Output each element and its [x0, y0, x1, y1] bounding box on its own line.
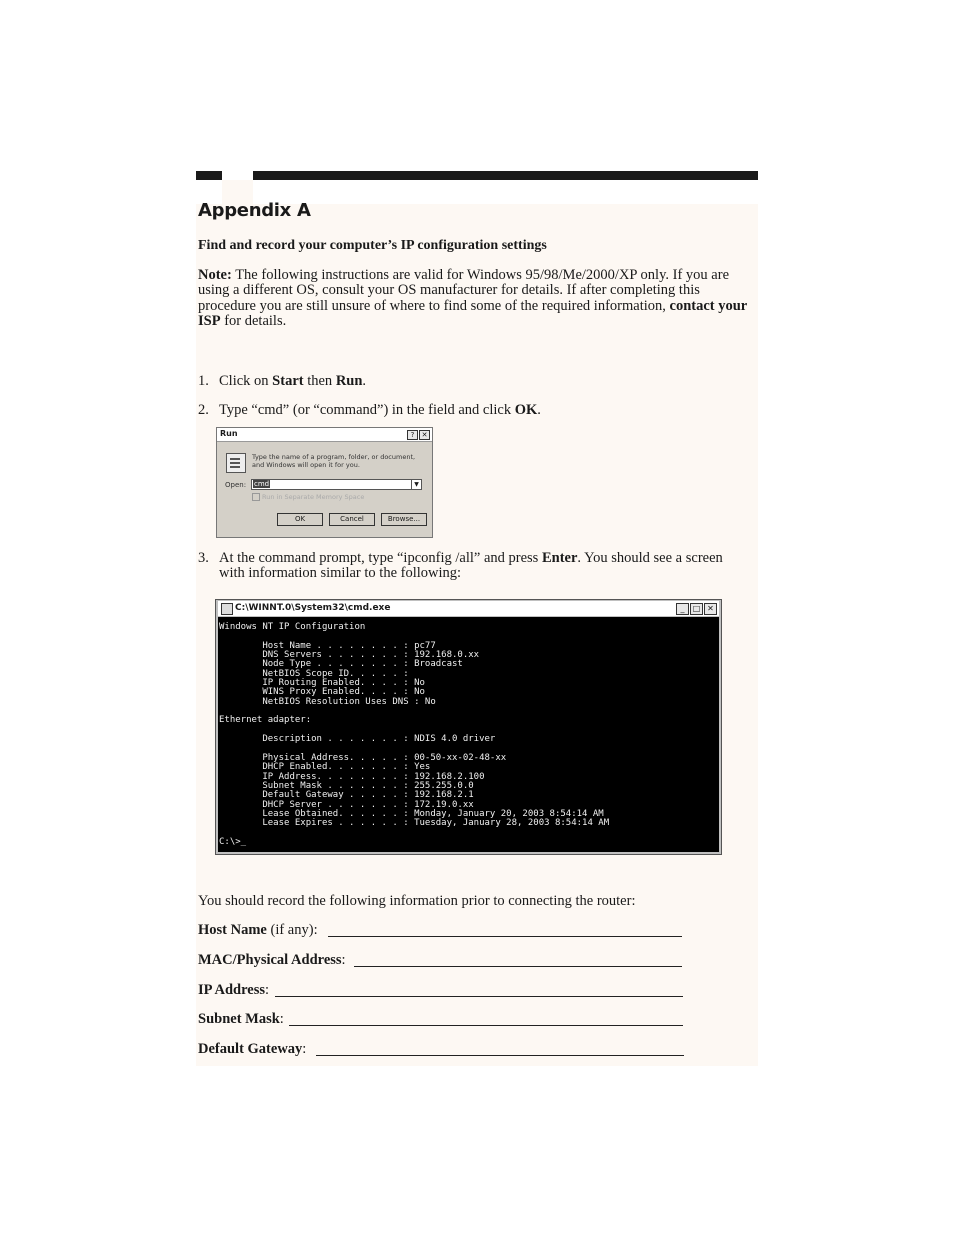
run-icon: [226, 453, 246, 473]
step-text: Type “cmd” (or “command”) in the field and click OK.: [219, 402, 541, 418]
step-number: 3.: [198, 550, 209, 566]
ipconfig-output: Windows NT IP Configuration Host Name . . . . . . . . : pc77 DNS Servers . . . . . . . : 192.168.0.xx Node Type . . . . . . . . : Broadcast NetBIOS Scope ID. . . . . : IP Routing Enabled. . . . : No WINS Proxy Enabled. . . . : No NetBIOS Resolution Uses DNS : No Ethernet adapter: Description . . . . . . . : NDIS 4.0 driver Physical Address. . . . . : 00-50-xx-02-48-xx DHCP Enabled. . . . . . . : Yes IP Address. . . . . . . . : 192.168.2.100 Subnet Mask . . . . . . . : 255.255.0.0 Default Gateway . . . . . : 192.168.2.1 DHCP Server . . . . . . . : 172.19.0.xx Lease Obtained. . . . . . : Monday, January 20, 2003 8:54:14 AM Lease Expires . . . . . . : Tuesday, January 28, 2003 8:54:14 AM C:\>_: [219, 622, 610, 847]
header-rule-left: [196, 171, 222, 180]
record-intro: You should record the following information prior to connecting the router:: [198, 893, 636, 909]
open-label: Open:: [225, 481, 247, 489]
note-text: The following instructions are valid for Windows 95/98/Me/2000/XP only. If you are using a different OS, consult your OS manufacturer for details. If after completing this procedure you are still unsure of where to find some of the required information,: [198, 267, 730, 314]
close-button[interactable]: ✕: [704, 603, 717, 615]
cancel-button[interactable]: Cancel: [329, 513, 375, 526]
separate-memory-checkbox[interactable]: Run in Separate Memory Space: [252, 493, 364, 501]
host-name-blank: [328, 936, 682, 937]
cmd-console[interactable]: [218, 617, 719, 852]
section-heading: Find and record your computer’s IP configuration settings: [198, 238, 547, 253]
subnet-mask-blank: [289, 1025, 683, 1026]
run-title: Run: [220, 429, 238, 438]
browse-button[interactable]: Browse...: [381, 513, 427, 526]
ip-address-field: IP Address:: [198, 982, 683, 1002]
mac-address-blank: [354, 966, 682, 967]
cmd-app-icon: [221, 603, 233, 615]
step-number: 2.: [198, 402, 209, 418]
cmd-window: [215, 599, 722, 855]
run-dialog: [216, 427, 433, 538]
note-paragraph: [198, 268, 754, 330]
note-isp: contact your ISP: [198, 297, 747, 330]
step-text: Click on Start then Run.: [219, 373, 367, 389]
default-gateway-field: Default Gateway:: [198, 1041, 684, 1061]
help-button[interactable]: ?: [407, 430, 418, 440]
ok-button[interactable]: OK: [277, 513, 323, 526]
maximize-button[interactable]: □: [690, 603, 703, 615]
run-description: Type the name of a program, folder, or document, and Windows will open it for you.: [252, 453, 416, 469]
host-name-field: Host Name (if any):: [198, 922, 682, 942]
open-input[interactable]: [251, 479, 422, 490]
cmd-title: C:\WINNT.0\System32\cmd.exe: [235, 603, 391, 613]
appendix-title: Appendix A: [198, 200, 311, 221]
step-number: 1.: [198, 373, 209, 389]
minimize-button[interactable]: _: [676, 603, 689, 615]
subnet-mask-field: Subnet Mask:: [198, 1011, 683, 1031]
step-text: At the command prompt, type “ipconfig /all” and press Enter. You should see a screen with information similar to the following:: [219, 550, 723, 582]
header-rule-right: [253, 171, 758, 180]
ip-address-blank: [275, 996, 683, 997]
chevron-down-icon[interactable]: ▼: [411, 480, 421, 489]
close-button[interactable]: ✕: [419, 430, 430, 440]
open-input-value: cmd: [254, 480, 270, 488]
note-tail: for details.: [220, 313, 287, 330]
default-gateway-blank: [316, 1055, 684, 1056]
note-label: Note:: [198, 267, 232, 283]
mac-address-field: MAC/Physical Address:: [198, 952, 682, 972]
run-titlebar: [217, 428, 432, 442]
cmd-titlebar: [218, 601, 719, 616]
